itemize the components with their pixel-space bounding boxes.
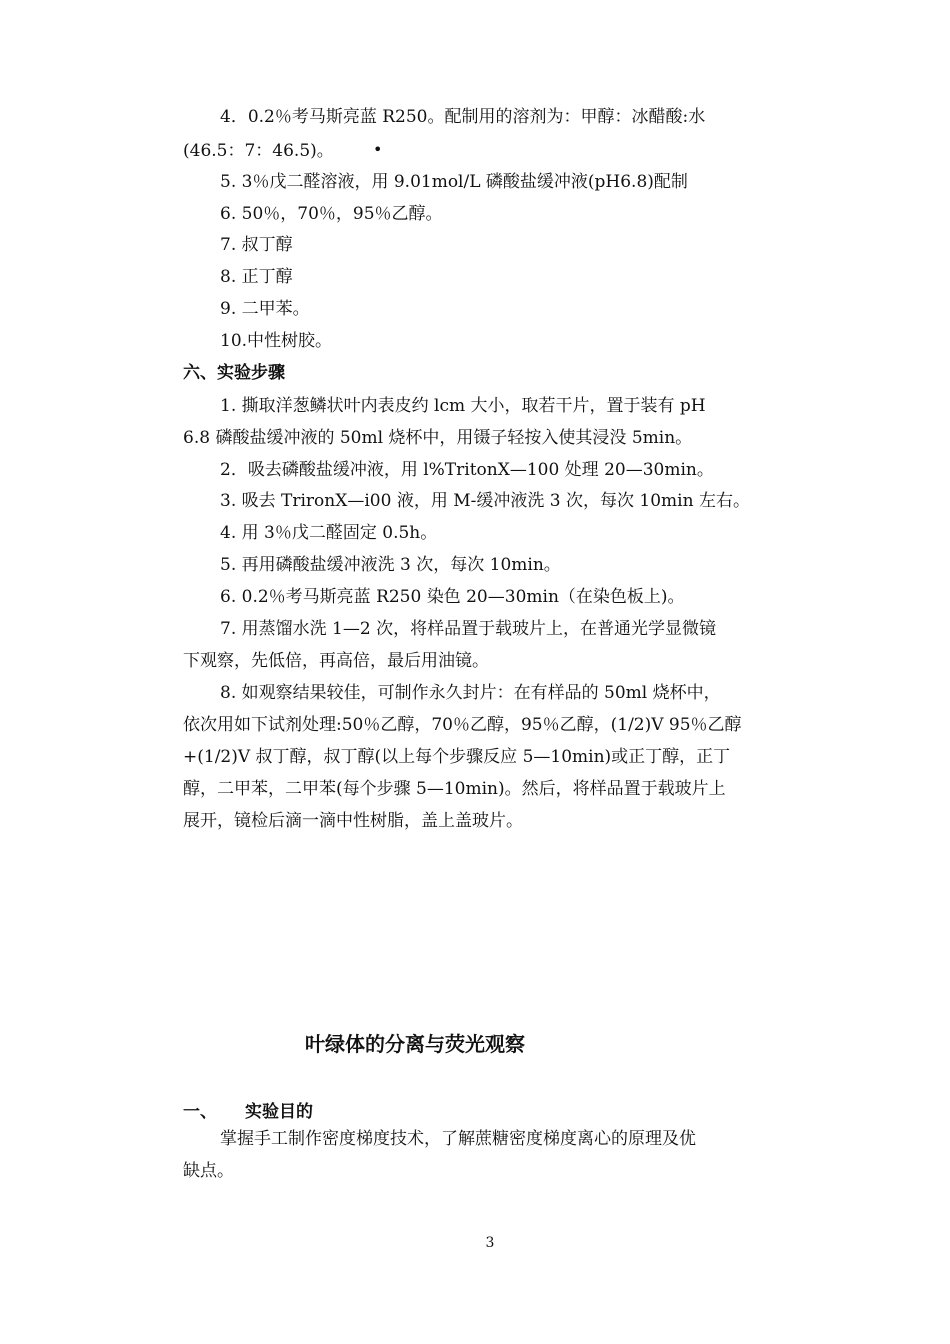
reagent-line: (46.5：7：46.5)。 (183, 141, 334, 161)
section-title: 实验目的 (245, 1102, 313, 1122)
page-number: 3 (485, 1235, 495, 1251)
step-line: 展开，镜检后滴一滴中性树脂，盖上盖玻片。 (183, 811, 523, 831)
bullet-mark: • (373, 140, 383, 159)
step-line: 7. 用蒸馏水洗 1—2 次，将样品置于载玻片上，在普通光学显微镜 (220, 619, 717, 639)
step-line: 4. 用 3％戊二醛固定 0.5h。 (220, 523, 438, 543)
experiment-title: 叶绿体的分离与荧光观察 (305, 1032, 525, 1056)
section-heading: 六、实验步骤 (183, 363, 285, 383)
section-number: 一、 (183, 1102, 217, 1122)
reagent-line: 4．0.2％考马斯亮蓝 R250。配制用的溶剂为：甲醇：冰醋酸:水 (220, 107, 706, 127)
purpose-line: 掌握手工制作密度梯度技术，了解蔗糖密度梯度离心的原理及优 (220, 1129, 696, 1149)
purpose-line: 缺点。 (183, 1161, 234, 1181)
step-line: 5. 再用磷酸盐缓冲液洗 3 次，每次 10min。 (220, 555, 561, 575)
step-line: 8. 如观察结果较佳，可制作永久封片：在有样品的 50ml 烧杯中， (220, 683, 721, 703)
step-line: 3. 吸去 TrironX—i00 液，用 M-缓冲液洗 3 次，每次 10min 左右。 (220, 491, 750, 511)
step-line: 依次用如下试剂处理:50％乙醇，70％乙醇，95％乙醇，(1/2)V 95％乙醇 (183, 715, 742, 735)
reagent-line: 7. 叔丁醇 (220, 235, 293, 255)
step-line: 1. 撕取洋葱鳞状叶内表皮约 lcm 大小，取若干片，置于装有 pH (220, 396, 706, 416)
reagent-line: 10.中性树胶。 (220, 331, 333, 351)
reagent-line: 8. 正丁醇 (220, 267, 293, 287)
step-line: 下观察，先低倍，再高倍，最后用油镜。 (183, 651, 489, 671)
reagent-line: 5. 3％戊二醛溶液，用 9.01mol/L 磷酸盐缓冲液(pH6.8)配制 (220, 172, 688, 192)
reagent-line: 9. 二甲苯。 (220, 299, 310, 319)
step-line: 6. 0.2％考马斯亮蓝 R250 染色 20—30min（在染色板上)。 (220, 587, 685, 607)
step-line: 醇，二甲苯，二甲苯(每个步骤 5—10min)。然后，将样品置于载玻片上 (183, 779, 726, 799)
reagent-line: 6. 50％，70％，95％乙醇。 (220, 204, 443, 224)
step-line: 2．吸去磷酸盐缓冲液，用 l%TritonX—100 处理 20—30min。 (220, 460, 714, 480)
step-line: 6.8 磷酸盐缓冲液的 50ml 烧杯中，用镊子轻按入使其浸没 5min。 (183, 428, 693, 448)
step-line: +(1/2)V 叔丁醇，叔丁醇(以上每个步骤反应 5—10min)或正丁醇，正丁 (183, 747, 731, 767)
